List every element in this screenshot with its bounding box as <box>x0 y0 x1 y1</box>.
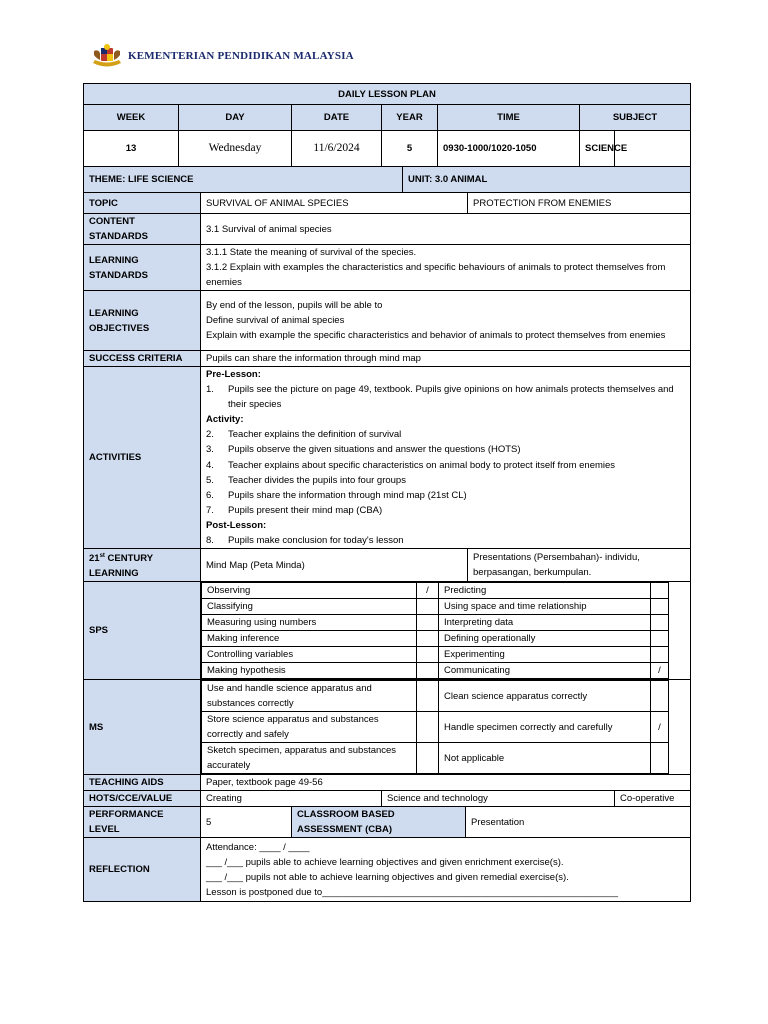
century-learning-value: Mind Map (Peta Minda) <box>201 549 468 582</box>
learning-objectives-value <box>201 291 691 351</box>
reflection-value <box>201 838 691 902</box>
learning-objectives-label: LEARNING OBJECTIVES <box>84 291 201 351</box>
sps-row <box>202 615 690 631</box>
learning-standards-label: LEARNING STANDARDS <box>84 245 201 291</box>
subject-value: SCIENCE <box>580 131 615 167</box>
ms-spacer <box>669 681 690 712</box>
week-value: 13 <box>84 131 179 167</box>
sps-skill: Classifying <box>202 599 417 615</box>
century-learning-value-2: Presentations (Persembahan)- individu, berpasangan, berkumpulan. <box>468 549 691 582</box>
sps-spacer <box>669 631 690 647</box>
content-standards-label: CONTENT STANDARDS <box>84 214 201 245</box>
learning-standard-item: 3.1.2 Explain with examples the characteristics and specific behaviours of animals to protect themselves from enemies <box>206 262 666 288</box>
theme: THEME: LIFE SCIENCE <box>84 167 403 193</box>
unit: UNIT: 3.0 ANIMAL <box>403 167 691 193</box>
objective-line: Define survival of animal species <box>206 315 345 326</box>
sps-label: SPS <box>84 582 201 680</box>
hots-value-2: Science and technology <box>382 791 615 807</box>
sps-skill: Observing <box>202 583 417 599</box>
ms-check-mark[interactable] <box>651 681 669 712</box>
sps-check-mark[interactable] <box>651 631 669 647</box>
sps-skill: Experimenting <box>439 647 651 663</box>
reflection-label: REFLECTION <box>84 838 201 902</box>
sps-row <box>202 631 690 647</box>
sps-skill: Interpreting data <box>439 615 651 631</box>
reflection-line: ___ /___ pupils able to achieve learning objectives and given enrichment exercise(s). <box>206 856 564 868</box>
col-time: TIME <box>438 105 580 131</box>
activity-heading: Activity: <box>206 414 244 426</box>
sps-check-mark[interactable] <box>651 647 669 663</box>
activity-item: 2. Teacher explains the definition of survival <box>206 429 402 441</box>
hots-value-3: Co-operative <box>615 791 691 807</box>
ms-spacer <box>669 743 690 774</box>
topic-label: TOPIC <box>84 193 201 214</box>
ms-skill: Clean science apparatus correctly <box>439 681 651 712</box>
sps-spacer <box>669 583 690 599</box>
lesson-plan-table <box>83 83 691 902</box>
activity-item: 8. Pupils make conclusion for today's lesson <box>206 535 404 547</box>
post-lesson-heading: Post-Lesson: <box>206 519 267 531</box>
ms-grid <box>201 680 691 775</box>
sps-row <box>202 663 690 679</box>
topic-value: SURVIVAL OF ANIMAL SPECIES <box>201 193 468 214</box>
sps-skill: Communicating <box>439 663 651 679</box>
activity-item: 4. Teacher explains about specific characteristics on animal body to protect itself from enemies <box>206 459 616 471</box>
time-value: 0930-1000/1020-1050 <box>438 131 580 167</box>
ms-skill: Handle specimen correctly and carefully <box>439 712 651 743</box>
success-criteria-label: SUCCESS CRITERIA <box>84 351 201 367</box>
year-value: 5 <box>382 131 438 167</box>
activity-item: 5. Teacher divides the pupils into four groups <box>206 474 406 486</box>
activity-item: 3. Pupils observe the given situations and answer the questions (HOTS) <box>206 444 521 456</box>
performance-level-label: PERFORMANCE LEVEL <box>84 807 201 838</box>
hots-value-1: Creating <box>201 791 382 807</box>
ministry-name: KEMENTERIAN PENDIDIKAN MALAYSIA <box>128 50 354 62</box>
activity-item: 1. Pupils see the picture on page 49, textbook. Pupils give opinions on how animals protects themselves and their species <box>206 384 674 411</box>
pre-lesson-heading: Pre-Lesson: <box>206 369 261 380</box>
topic-value-2: PROTECTION FROM ENEMIES <box>468 193 691 214</box>
sps-spacer <box>669 615 690 631</box>
sps-spacer <box>669 663 690 679</box>
ms-check-mark[interactable] <box>651 743 669 774</box>
activity-item: 7. Pupils present their mind map (CBA) <box>206 504 383 516</box>
sps-check-mark[interactable] <box>651 615 669 631</box>
ms-label: MS <box>84 680 201 775</box>
reflection-line: ___ /___ pupils not able to achieve learning objectives and given remedial exercise(s). <box>206 871 569 883</box>
teaching-aids-value: Paper, textbook page 49-56 <box>201 775 691 791</box>
ministry-header <box>90 43 354 69</box>
sps-check-mark[interactable]: / <box>417 583 439 599</box>
cba-label: CLASSROOM BASED ASSESSMENT (CBA) <box>292 807 466 838</box>
content-standards-value: 3.1 Survival of animal species <box>201 214 691 245</box>
sps-skill: Measuring using numbers <box>202 615 417 631</box>
ms-table <box>201 680 690 774</box>
sps-row <box>202 583 690 599</box>
sps-spacer <box>669 599 690 615</box>
crest-icon <box>90 43 124 69</box>
plan-title: DAILY LESSON PLAN <box>84 84 691 105</box>
sps-grid <box>201 582 691 680</box>
ms-skill: Use and handle science apparatus and substances correctly <box>202 681 417 712</box>
ms-spacer <box>669 712 690 743</box>
sps-row <box>202 647 690 663</box>
reflection-line: Attendance: ____ / ____ <box>206 841 310 853</box>
ms-skill: Not applicable <box>439 743 651 774</box>
cba-value: Presentation <box>466 807 691 838</box>
hots-label: HOTS/CCE/VALUE <box>84 791 201 807</box>
ms-check-mark[interactable] <box>417 712 439 743</box>
learning-standard-item: 3.1.1 State the meaning of survival of the species. <box>206 247 417 258</box>
sps-skill: Making inference <box>202 631 417 647</box>
sps-skill: Making hypothesis <box>202 663 417 679</box>
sps-check-mark[interactable]: / <box>651 663 669 679</box>
success-criteria-value: Pupils can share the information through mind map <box>201 351 691 367</box>
teaching-aids-label: TEACHING AIDS <box>84 775 201 791</box>
objective-line: Explain with example the specific characteristics and behavior of animals to protect themselves from enemies <box>206 330 666 341</box>
ms-check-mark[interactable] <box>417 743 439 774</box>
ms-row <box>202 681 690 712</box>
ms-row <box>202 743 690 774</box>
sps-check-mark[interactable] <box>417 631 439 647</box>
col-date: DATE <box>292 105 382 131</box>
sps-table <box>201 582 690 679</box>
reflection-line: Lesson is postponed due to________________________________________________________ <box>206 886 619 898</box>
sps-spacer <box>669 647 690 663</box>
sps-skill: Predicting <box>439 583 651 599</box>
activities-label: ACTIVITIES <box>84 367 201 549</box>
col-year: YEAR <box>382 105 438 131</box>
sps-check-mark[interactable] <box>417 615 439 631</box>
activity-item: 6. Pupils share the information through mind map (21st CL) <box>206 489 467 501</box>
col-subject: SUBJECT <box>580 105 691 131</box>
ms-check-mark[interactable] <box>417 681 439 712</box>
sps-check-mark[interactable] <box>651 583 669 599</box>
day-value: Wednesday <box>179 131 292 167</box>
sps-skill: Using space and time relationship <box>439 599 651 615</box>
performance-level-value: 5 <box>201 807 292 838</box>
ms-check-mark[interactable]: / <box>651 712 669 743</box>
date-value: 11/6/2024 <box>292 131 382 167</box>
col-week: WEEK <box>84 105 179 131</box>
sps-skill: Controlling variables <box>202 647 417 663</box>
sps-row <box>202 599 690 615</box>
ms-row <box>202 712 690 743</box>
learning-standards-value <box>201 245 691 291</box>
sps-check-mark[interactable] <box>651 599 669 615</box>
century-learning-label: 21st CENTURY LEARNING <box>84 549 201 582</box>
sps-check-mark[interactable] <box>417 599 439 615</box>
col-day: DAY <box>179 105 292 131</box>
sps-check-mark[interactable] <box>417 663 439 679</box>
sps-skill: Defining operationally <box>439 631 651 647</box>
sps-check-mark[interactable] <box>417 647 439 663</box>
ms-skill: Store science apparatus and substances correctly and safely <box>202 712 417 743</box>
objective-line: By end of the lesson, pupils will be able to <box>206 300 383 311</box>
ms-skill: Sketch specimen, apparatus and substances accurately <box>202 743 417 774</box>
activities-value <box>201 367 691 549</box>
